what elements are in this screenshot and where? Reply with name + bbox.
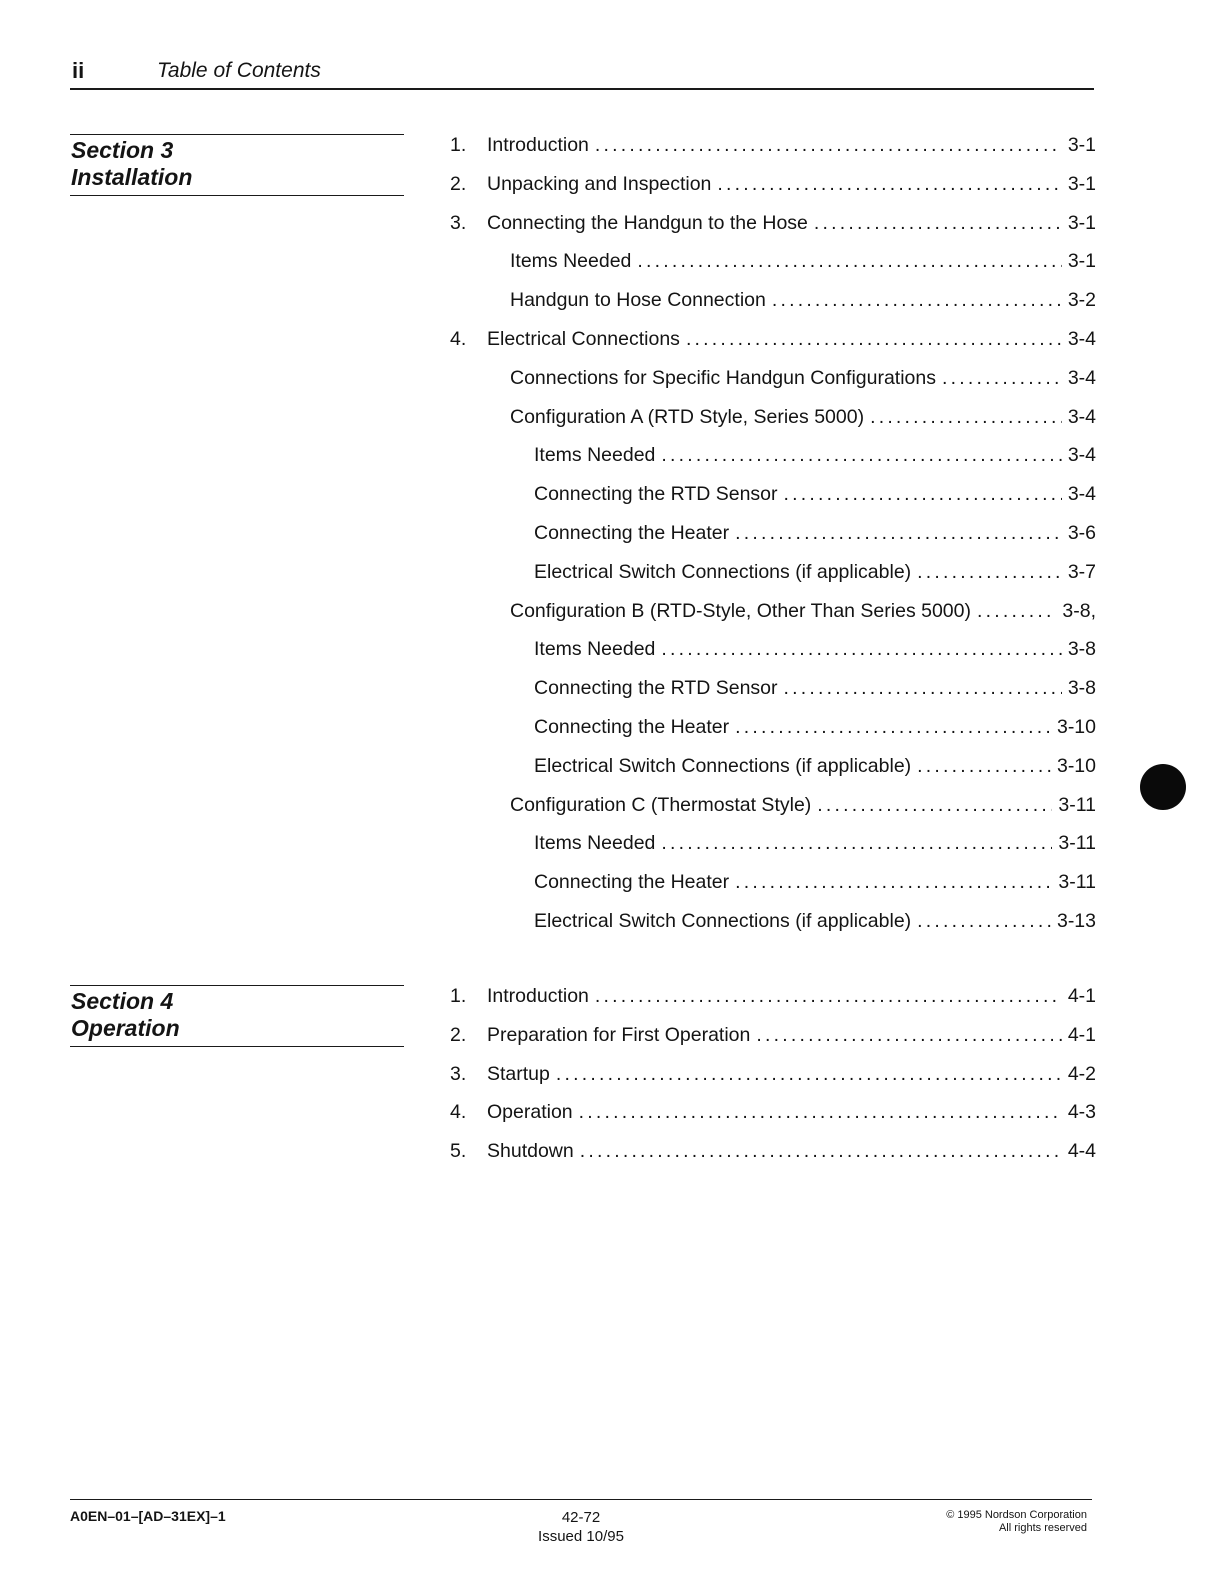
- toc-entry-page: 4-3: [1067, 1101, 1096, 1124]
- toc-entry[interactable]: [450, 869, 1096, 908]
- dot-leader: [579, 1099, 1062, 1125]
- section-3-title: Installation: [71, 164, 193, 190]
- toc-entry-label: Connecting the Heater: [534, 715, 730, 738]
- section-4-title: Operation: [71, 1015, 180, 1041]
- toc-entry-label: Connecting the Handgun to the Hose: [487, 211, 808, 234]
- toc-entry[interactable]: [450, 636, 1096, 675]
- toc-entry-number: 1.: [450, 134, 467, 156]
- toc-entry[interactable]: [450, 908, 1096, 947]
- toc-entry-label: Electrical Switch Connections (if applicable): [534, 909, 912, 932]
- footer-copyright: © 1995 Nordson Corporation: [946, 1509, 1087, 1521]
- toc-entry[interactable]: [450, 559, 1096, 598]
- toc-entry-label: Preparation for First Operation: [487, 1023, 751, 1046]
- toc-entry[interactable]: [450, 1099, 1096, 1138]
- toc-entry-page: 4-1: [1067, 985, 1096, 1007]
- toc-entry-number: 4.: [450, 1101, 467, 1124]
- toc-entry[interactable]: [450, 442, 1096, 481]
- toc-entry-number: 2.: [450, 172, 467, 195]
- dot-leader: [735, 520, 1062, 546]
- dot-leader: [661, 830, 1052, 856]
- toc-entry-label: Configuration B (RTD-Style, Other Than Series 5000): [510, 599, 971, 622]
- toc-entry-page: 4-2: [1067, 1062, 1096, 1085]
- toc-entry-number: 1.: [450, 985, 467, 1007]
- header-title: Table of Contents: [157, 59, 321, 82]
- page-number: ii: [72, 58, 85, 83]
- dot-leader: [595, 983, 1062, 1009]
- toc-entry-page: 3-2: [1067, 289, 1096, 312]
- footer-rule: [70, 1499, 1092, 1500]
- toc-entry-page: 3-7: [1067, 560, 1096, 583]
- dot-leader: [637, 248, 1061, 274]
- dot-leader: [717, 171, 1061, 197]
- toc-entry-page: 3-11: [1058, 871, 1096, 894]
- toc-entry-page: 3-1: [1067, 211, 1096, 234]
- toc-entry[interactable]: [450, 830, 1096, 869]
- toc-entry[interactable]: [450, 983, 1096, 1022]
- toc-entry-label: Handgun to Hose Connection: [510, 289, 766, 312]
- footer-issued: Issued 10/95: [538, 1528, 624, 1545]
- toc-entry-label: Electrical Connections: [487, 327, 680, 350]
- dot-leader: [870, 404, 1062, 430]
- toc-entry-page: 3-10: [1056, 715, 1096, 738]
- toc-entry[interactable]: [450, 598, 1096, 637]
- toc-entry[interactable]: [450, 248, 1096, 287]
- toc-entry-label: Introduction: [487, 985, 589, 1007]
- toc-entry-number: 2.: [450, 1023, 467, 1046]
- dot-leader: [784, 481, 1062, 507]
- toc-entry-page: 4-4: [1067, 1140, 1096, 1163]
- toc-entry-number: 3.: [450, 1062, 467, 1085]
- toc-entry[interactable]: [450, 1061, 1096, 1100]
- toc-entry-label: Electrical Switch Connections (if applicable): [534, 560, 912, 583]
- dot-leader: [756, 1022, 1061, 1048]
- toc-entry[interactable]: [450, 1022, 1096, 1061]
- toc-entry-label: Shutdown: [487, 1140, 574, 1163]
- toc-entry[interactable]: [450, 520, 1096, 559]
- toc-entry[interactable]: [450, 404, 1096, 443]
- toc-entry-label: Introduction: [487, 134, 589, 156]
- toc-entry-page: 3-4: [1067, 405, 1096, 428]
- toc-entry-label: Startup: [487, 1062, 550, 1085]
- dot-leader: [661, 442, 1061, 468]
- dot-leader: [735, 714, 1051, 740]
- toc-entry-page: 3-1: [1067, 134, 1096, 156]
- dot-leader: [917, 908, 1051, 934]
- dot-leader: [580, 1138, 1062, 1164]
- toc-entry-label: Connecting the Heater: [534, 521, 730, 544]
- toc-entry[interactable]: [450, 481, 1096, 520]
- dot-leader: [814, 210, 1062, 236]
- toc-entry-page: 3-6: [1067, 521, 1096, 544]
- toc-entry-page: 3-11: [1058, 793, 1096, 816]
- toc-entry[interactable]: [450, 1138, 1096, 1177]
- toc-entry-label: Electrical Switch Connections (if applicable): [534, 754, 912, 777]
- toc-entry-page: 3-8: [1067, 677, 1096, 700]
- toc-entry[interactable]: [450, 171, 1096, 210]
- toc-entry[interactable]: [450, 326, 1096, 365]
- dot-leader: [917, 559, 1062, 585]
- section-3-number: Section 3: [71, 137, 174, 163]
- toc-entry-page: 3-10: [1056, 754, 1096, 777]
- toc-entry-page: 3-4: [1067, 366, 1096, 389]
- toc-entry-page: 3-8,: [1062, 599, 1096, 622]
- toc-entry-label: Configuration A (RTD Style, Series 5000): [510, 405, 865, 428]
- toc-entry[interactable]: [450, 714, 1096, 753]
- toc-entry-page: 3-4: [1067, 327, 1096, 350]
- dot-leader: [661, 636, 1061, 662]
- toc-entry[interactable]: [450, 753, 1096, 792]
- section-3-toc: [450, 132, 1096, 947]
- toc-entry-label: Items Needed: [510, 250, 632, 273]
- dot-leader: [595, 132, 1062, 158]
- footer-center: [531, 1508, 631, 1546]
- binder-hole: [1140, 764, 1186, 810]
- toc-entry-page: 3-1: [1067, 172, 1096, 195]
- dot-leader: [917, 753, 1051, 779]
- toc-entry-label: Connecting the RTD Sensor: [534, 483, 778, 506]
- toc-entry-number: 5.: [450, 1140, 467, 1163]
- footer-copyright-block: [946, 1509, 1087, 1535]
- dot-leader: [735, 869, 1052, 895]
- toc-entry-number: 4.: [450, 327, 467, 350]
- toc-entry[interactable]: [450, 210, 1096, 249]
- dot-leader: [817, 792, 1052, 818]
- toc-entry-label: Items Needed: [534, 638, 656, 661]
- section-4-label: [70, 985, 404, 1047]
- toc-entry-label: Connecting the RTD Sensor: [534, 677, 778, 700]
- toc-entry-page: 3-8: [1067, 638, 1096, 661]
- toc-entry[interactable]: [450, 792, 1096, 831]
- toc-entry[interactable]: [450, 287, 1096, 326]
- toc-entry-page: 3-13: [1056, 909, 1096, 932]
- toc-entry-page: 3-4: [1067, 444, 1096, 467]
- toc-entry-label: Operation: [487, 1101, 573, 1124]
- dot-leader: [686, 326, 1062, 352]
- dot-leader: [784, 675, 1062, 701]
- toc-entry-page: 3-11: [1058, 832, 1096, 855]
- toc-entry-page: 3-1: [1067, 250, 1096, 273]
- page-header: [70, 56, 1094, 90]
- section-4-toc: [450, 983, 1096, 1177]
- footer-rights: All rights reserved: [998, 1522, 1087, 1534]
- toc-entry-label: Items Needed: [534, 444, 656, 467]
- footer-part-number: 42-72: [561, 1509, 601, 1526]
- toc-entry[interactable]: [450, 132, 1096, 171]
- toc-entry-label: Configuration C (Thermostat Style): [510, 793, 812, 816]
- toc-entry-label: Connecting the Heater: [534, 871, 730, 894]
- section-4-number: Section 4: [71, 988, 174, 1014]
- toc-entry-label: Unpacking and Inspection: [487, 172, 712, 195]
- dot-leader: [942, 365, 1062, 391]
- footer-doc-code: A0EN–01–[AD–31EX]–1: [70, 1508, 226, 1524]
- toc-entry-label: Items Needed: [534, 832, 656, 855]
- toc-entry-page: 4-1: [1067, 1023, 1096, 1046]
- section-3-label: [70, 134, 404, 196]
- toc-entry-page: 3-4: [1067, 483, 1096, 506]
- toc-entry-number: 3.: [450, 211, 467, 234]
- toc-entry-label: Connections for Specific Handgun Configurations: [510, 366, 937, 389]
- toc-entry[interactable]: [450, 675, 1096, 714]
- dot-leader: [977, 598, 1056, 624]
- toc-entry[interactable]: [450, 365, 1096, 404]
- dot-leader: [556, 1061, 1062, 1087]
- dot-leader: [772, 287, 1062, 313]
